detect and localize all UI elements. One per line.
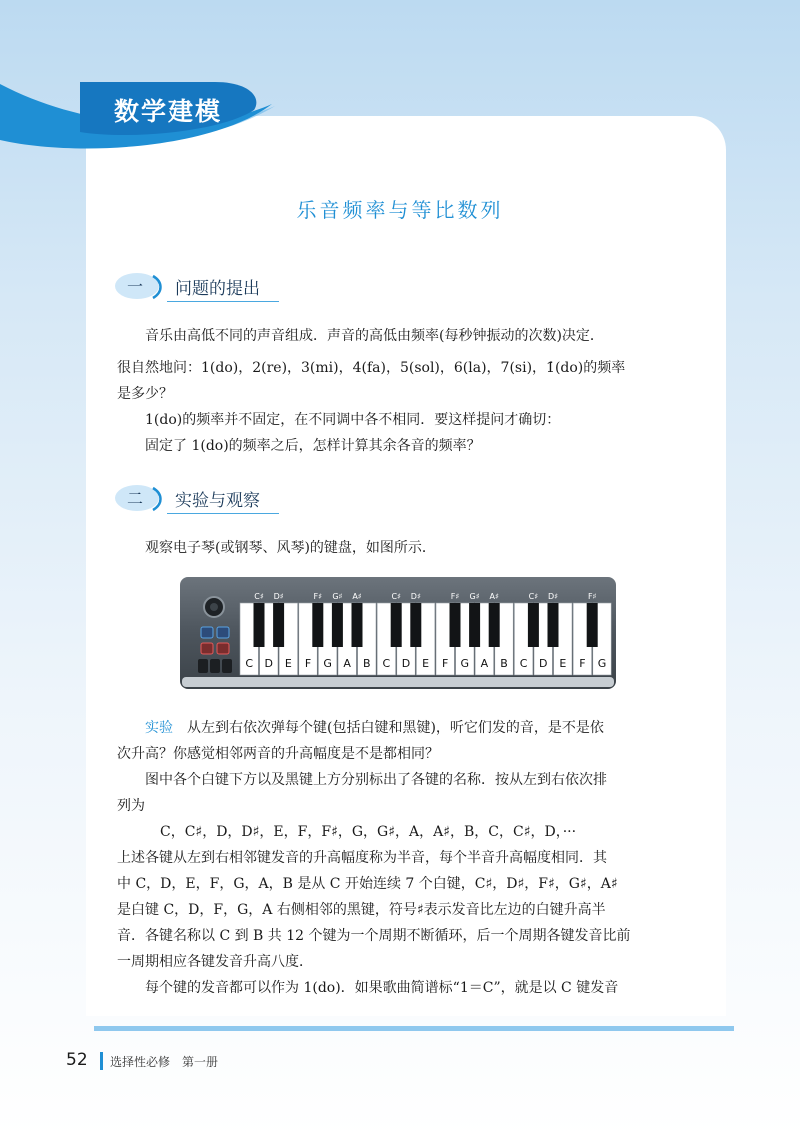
key-sequence: C，C♯，D，D♯，E，F，F♯，G，G♯，A，A♯，B，C，C♯，D，··· <box>160 824 577 840</box>
white-key-label: F <box>442 657 449 670</box>
black-key-label: C♯ <box>528 592 539 601</box>
black-key-label: G♯ <box>332 592 343 601</box>
black-key <box>528 603 539 647</box>
footer-rule <box>94 1026 734 1031</box>
page-title: 乐音频率与等比数列 <box>296 198 504 222</box>
pad-button <box>217 627 229 638</box>
black-key-label: F♯ <box>313 592 323 601</box>
knob-center <box>210 603 218 611</box>
white-key-label: A <box>480 657 489 670</box>
white-key-label: D <box>538 657 548 670</box>
black-key-label: A♯ <box>489 592 499 601</box>
black-key-label: A♯ <box>352 592 362 601</box>
white-key-label: F <box>579 657 586 670</box>
black-key <box>587 603 598 647</box>
white-key-label: G <box>323 657 332 670</box>
paragraph-line: 是白键 C，D，F，G，A 右侧相邻的黑键，符号♯表示发音比左边的白键升高半 <box>117 902 606 918</box>
heading-number: 一 <box>126 277 143 296</box>
black-key <box>273 603 284 647</box>
black-key <box>352 603 363 647</box>
experiment-label: 实验 <box>145 720 173 736</box>
paragraph-line: 音乐由高低不同的声音组成．声音的高低由频率(每秒钟振动的次数)决定． <box>145 328 604 344</box>
black-key <box>410 603 421 647</box>
white-key-label: E <box>284 657 292 670</box>
white-key-label: C <box>245 657 254 670</box>
pad-button <box>198 659 208 673</box>
black-key-label: F♯ <box>587 592 597 601</box>
paragraph-line: 每个键的发音都可以作为 1(do)．如果歌曲简谱标“1＝C”，就是以 C 键发音 <box>145 980 619 996</box>
black-key-label: D♯ <box>273 592 284 601</box>
keyboard-base <box>182 677 614 687</box>
paragraph-line: 一周期相应各键发音升高八度． <box>117 954 313 970</box>
white-key-label: G <box>597 657 607 670</box>
white-key-label: E <box>559 657 567 670</box>
heading-underline <box>167 513 279 514</box>
heading-label: 实验与观察 <box>175 491 260 511</box>
black-key-label: C♯ <box>391 592 401 601</box>
subheading-2 <box>115 484 285 514</box>
paragraph-line: 1(do)的频率并不固定，在不同调中各不相同．要这样提问才确切： <box>145 412 561 428</box>
pad-button <box>217 643 229 654</box>
black-key <box>312 603 323 647</box>
white-key-label: C <box>519 657 528 670</box>
white-key-label: B <box>500 657 508 670</box>
black-key <box>254 603 265 647</box>
paragraph-line: 中 C，D，E，F，G，A，B 是从 C 开始连续 7 个白键，C♯，D♯，F♯，G♯，A♯ <box>117 876 618 892</box>
paragraph-line: 是多少？ <box>117 386 173 402</box>
black-key <box>332 603 343 647</box>
footer-bar <box>100 1052 103 1070</box>
black-key-label: C♯ <box>254 592 264 601</box>
black-key <box>548 603 559 647</box>
white-key-label: E <box>422 657 430 670</box>
black-key-label: D♯ <box>410 592 421 601</box>
paragraph-line: 观察电子琴(或钢琴、风琴)的键盘，如图所示． <box>145 540 436 556</box>
pad-button <box>210 659 220 673</box>
book-title: 选择性必修 第一册 <box>110 1055 219 1069</box>
white-key-label: D <box>264 657 274 670</box>
experiment-line <box>145 718 604 738</box>
white-key-label: A <box>343 657 351 670</box>
black-key-label: F♯ <box>450 592 460 601</box>
white-key-label: F <box>304 657 312 670</box>
white-key-label: G <box>460 657 470 670</box>
pad-button <box>201 627 213 638</box>
subheading-1 <box>115 272 285 302</box>
heading-number: 二 <box>126 489 143 508</box>
paragraph-line: 图中各个白键下方以及黑键上方分别标出了各键的名称．按从左到右依次排 <box>145 772 607 788</box>
paragraph-line: 列为 <box>117 798 145 814</box>
paragraph-line: 上述各键从左到右相邻键发音的升高幅度称为半音，每个半音升高幅度相同．其 <box>117 850 607 866</box>
paragraph-line: 固定了 1(do)的频率之后，怎样计算其余各音的频率？ <box>145 438 481 454</box>
pad-button <box>222 659 232 673</box>
paragraph-line: 很自然地问：1(do)，2(re)，3(mi)，4(fa)，5(sol)，6(la)，7(si)，1̇(do)的频率 <box>117 360 626 376</box>
black-key <box>469 603 480 647</box>
section-title: 数学建模 <box>114 97 223 126</box>
heading-label: 问题的提出 <box>175 279 260 299</box>
white-key-label: B <box>363 657 371 670</box>
experiment-text: 从左到右依次弹每个键(包括白键和黑键)，听它们发的音，是不是依 <box>187 720 604 736</box>
page-number: 52 <box>66 1050 88 1070</box>
black-key <box>391 603 402 647</box>
pad-button <box>201 643 213 654</box>
black-key-label: D♯ <box>547 592 559 601</box>
black-key-label: G♯ <box>469 592 480 601</box>
paragraph-line: 音．各键名称以 C 到 B 共 12 个键为一个周期不断循环，后一个周期各键发音比前 <box>117 928 631 944</box>
black-key <box>489 603 500 647</box>
white-key-label: C <box>382 657 391 670</box>
heading-underline <box>167 301 279 302</box>
paragraph-line: 次升高？你感觉相邻两音的升高幅度是不是都相同？ <box>117 746 439 762</box>
white-key-label: D <box>401 657 411 670</box>
keyboard-figure <box>180 577 616 689</box>
black-key <box>450 603 461 647</box>
